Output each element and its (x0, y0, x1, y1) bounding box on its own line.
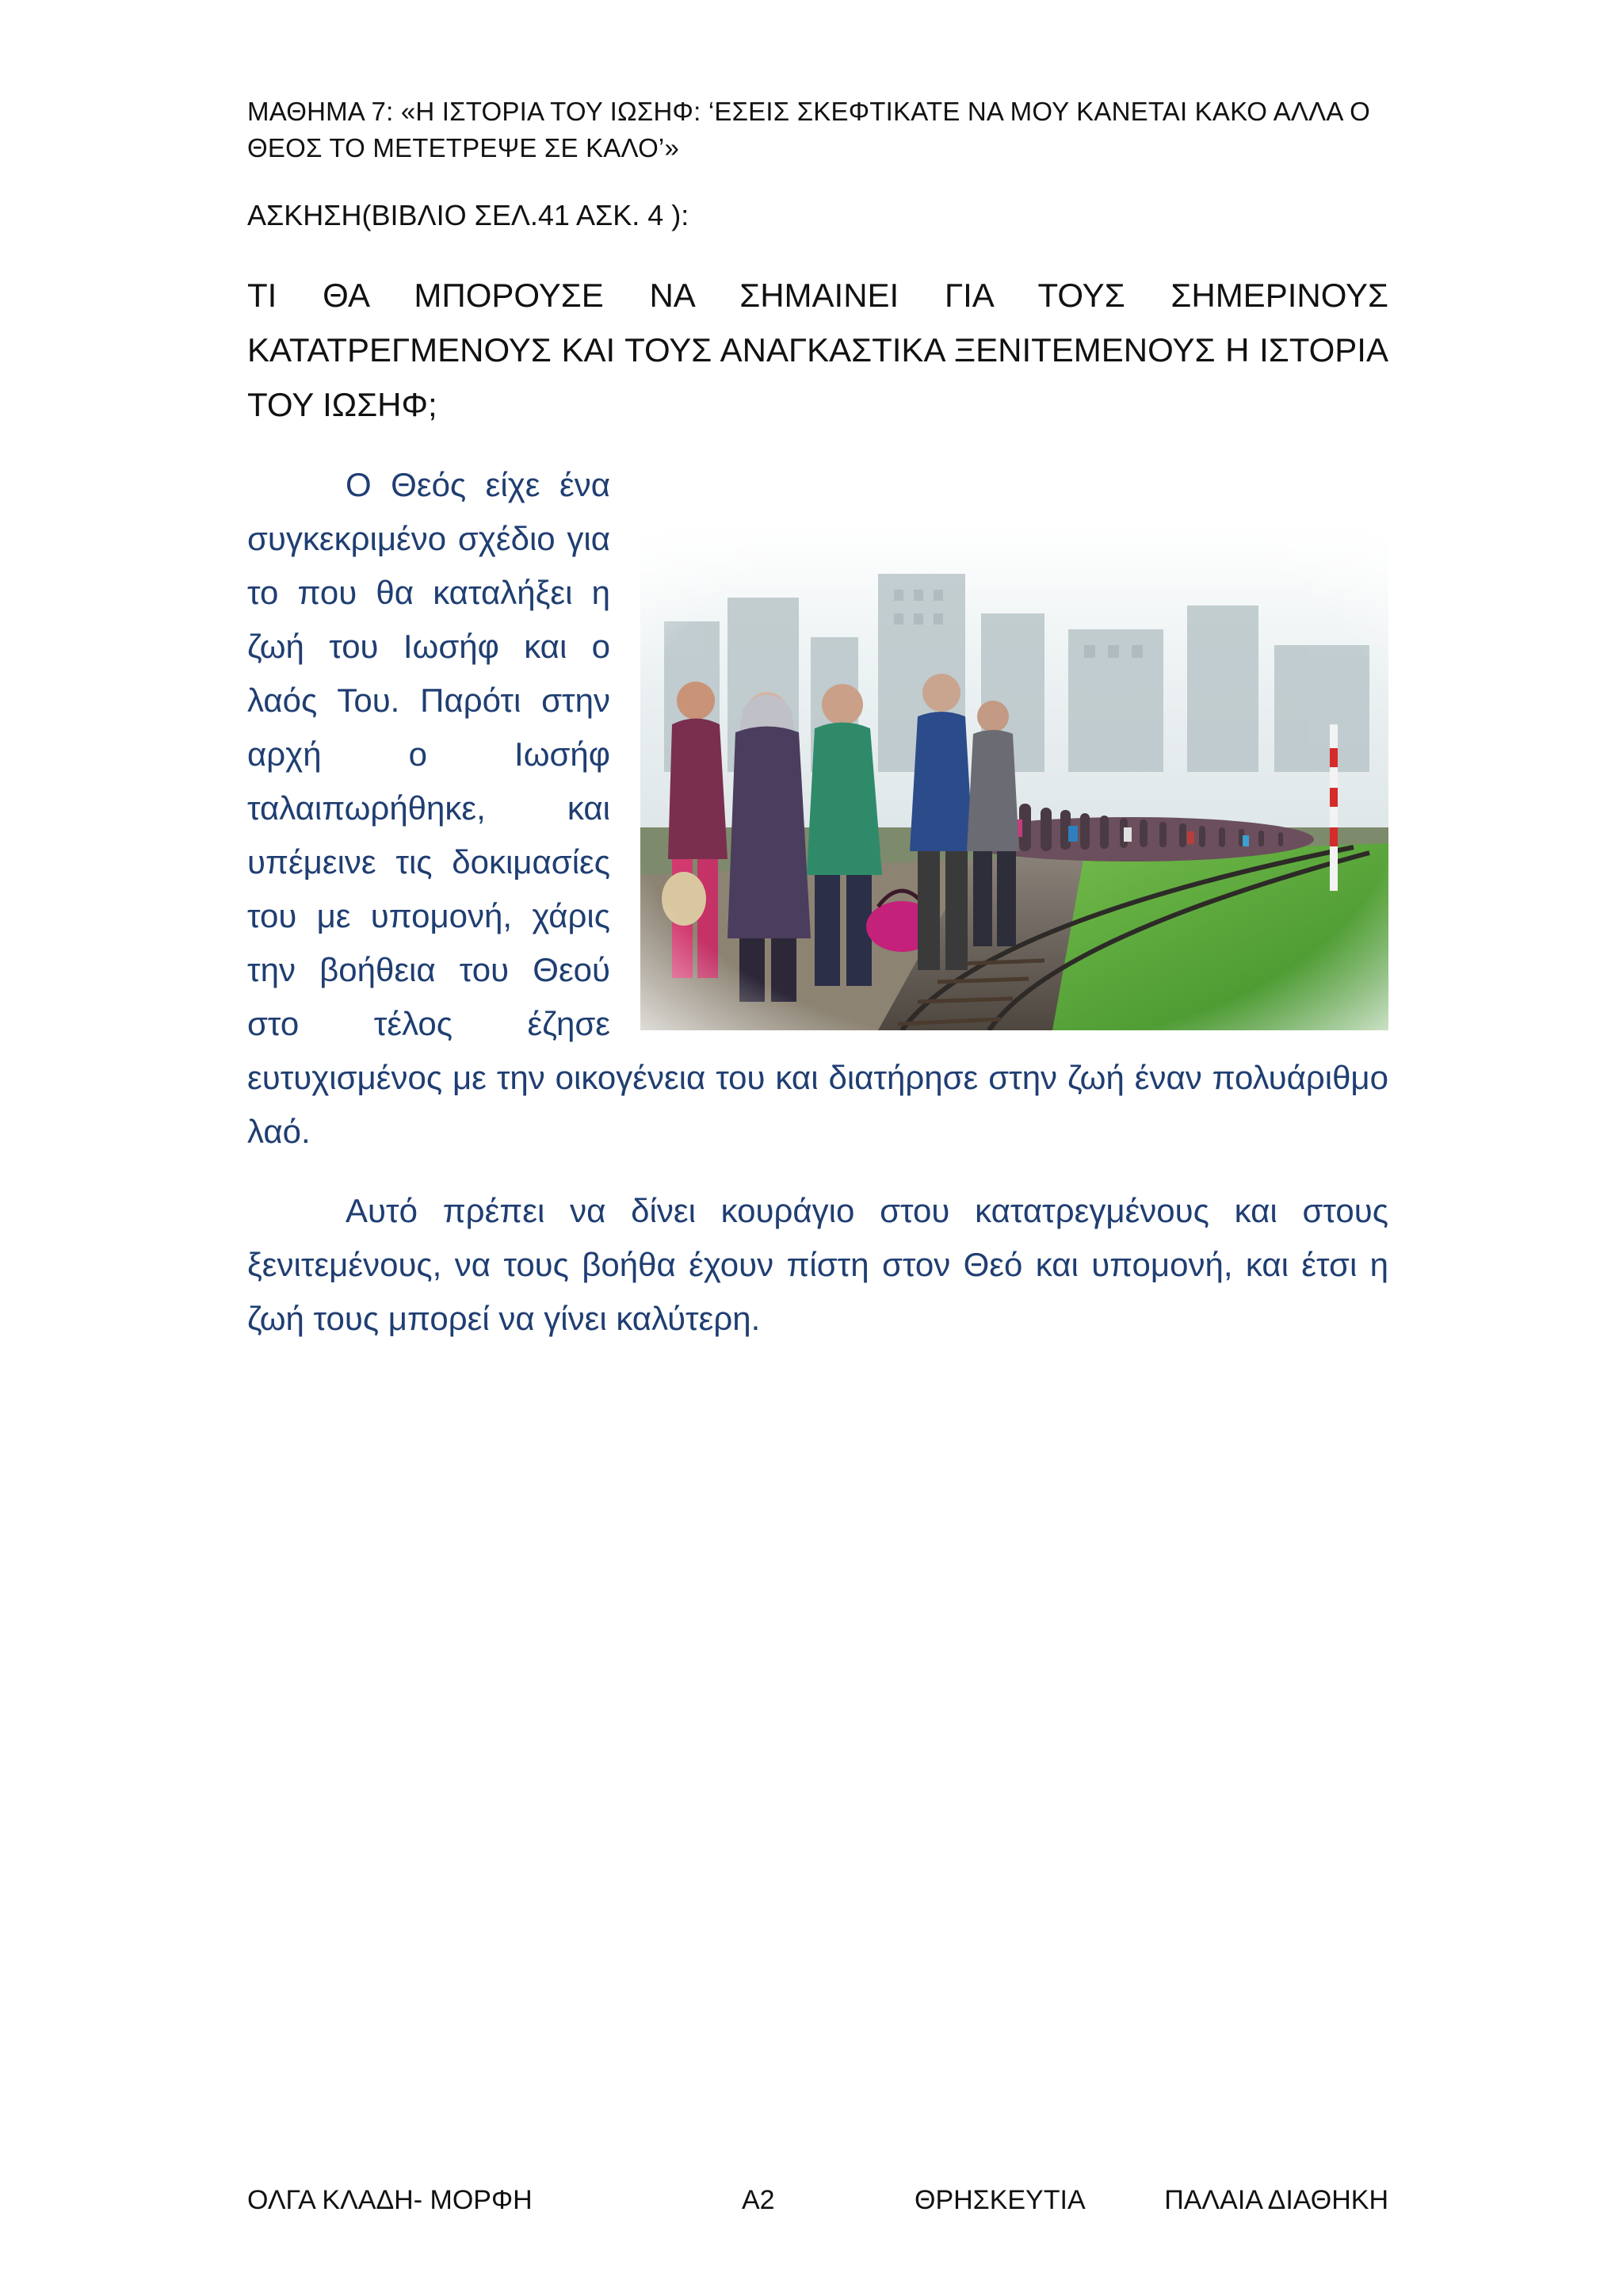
answer-block (247, 458, 1388, 1346)
footer-author: ΟΛΓΑ ΚΛΑΔΗ- ΜΟΡΦΗ (247, 2185, 533, 2215)
photo-illustration (640, 526, 1388, 1030)
answer-paragraph-1-text: Ο Θεός είχε ένα συγκεκριμένο σχέδιο για το που θα καταλήξει η ζωή του Ιωσήφ και ο λαός Του. Παρότι στην αρχή ο Ιωσήφ ταλαιπωρήθηκε, και υπέμεινε τις δοκιμασίες του με υπομονή, χάρις την βοήθεια του Θεού στο τέλος έζησε ευτυχισμένος με την οικογένεια του και διατήρησε στην ζωή έναν πολυάριθμο λαό. (247, 466, 1388, 1150)
footer-section: ΠΑΛΑΙΑ ΔΙΑΘΗΚΗ (1164, 2185, 1388, 2215)
exercise-reference: ΑΣΚΗΣΗ(ΒΙΒΛΙΟ ΣΕΛ.41 ΑΣΚ. 4 ): (247, 199, 689, 231)
footer-class: Α2 (742, 2185, 775, 2215)
answer-paragraph-2-text: Αυτό πρέπει να δίνει κουράγιο στου κατατρεγμένους και στους ξενιτεμένους, να τους βοήθα έχουν πίστη στον Θεό και υπομονή, και έτσι η ζωή τους μπορεί να γίνει καλύτερη. (247, 1192, 1388, 1337)
footer-subject: ΘΡΗΣΚΕΥΤΙΑ (915, 2185, 1086, 2215)
refugees-walking-railway-photo (640, 526, 1388, 1030)
exercise-question: ΤΙ ΘΑ ΜΠΟΡΟΥΣΕ ΝΑ ΣΗΜΑΙΝΕΙ ΓΙΑ ΤΟΥΣ ΣΗΜΕΡΙΝΟΥΣ ΚΑΤΑΤΡΕΓΜΕΝΟΥΣ ΚΑΙ ΤΟΥΣ ΑΝΑΓΚΑΣΤΙΚΑ ΞΕΝΙΤΕΜΕΝΟΥΣ Η ΙΣΤΟΡΙΑ ΤΟΥ ΙΩΣΗΦ; (247, 277, 1388, 423)
lesson-title: ΜΑΘΗΜΑ 7: «Η ΙΣΤΟΡΙΑ ΤΟΥ ΙΩΣΗΦ: ‘ΕΣΕΙΣ ΣΚΕΦΤΙΚΑΤΕ ΝΑ ΜΟΥ ΚΑΝΕΤΑΙ ΚΑΚΟ ΑΛΛΑ Ο ΘΕΟΣ ΤΟ ΜΕΤΕΤΡΕΨΕ ΣΕ ΚΑΛΟ’» (247, 97, 1371, 162)
page-footer (247, 2181, 1388, 2219)
answer-paragraph-2 (247, 1184, 1388, 1346)
